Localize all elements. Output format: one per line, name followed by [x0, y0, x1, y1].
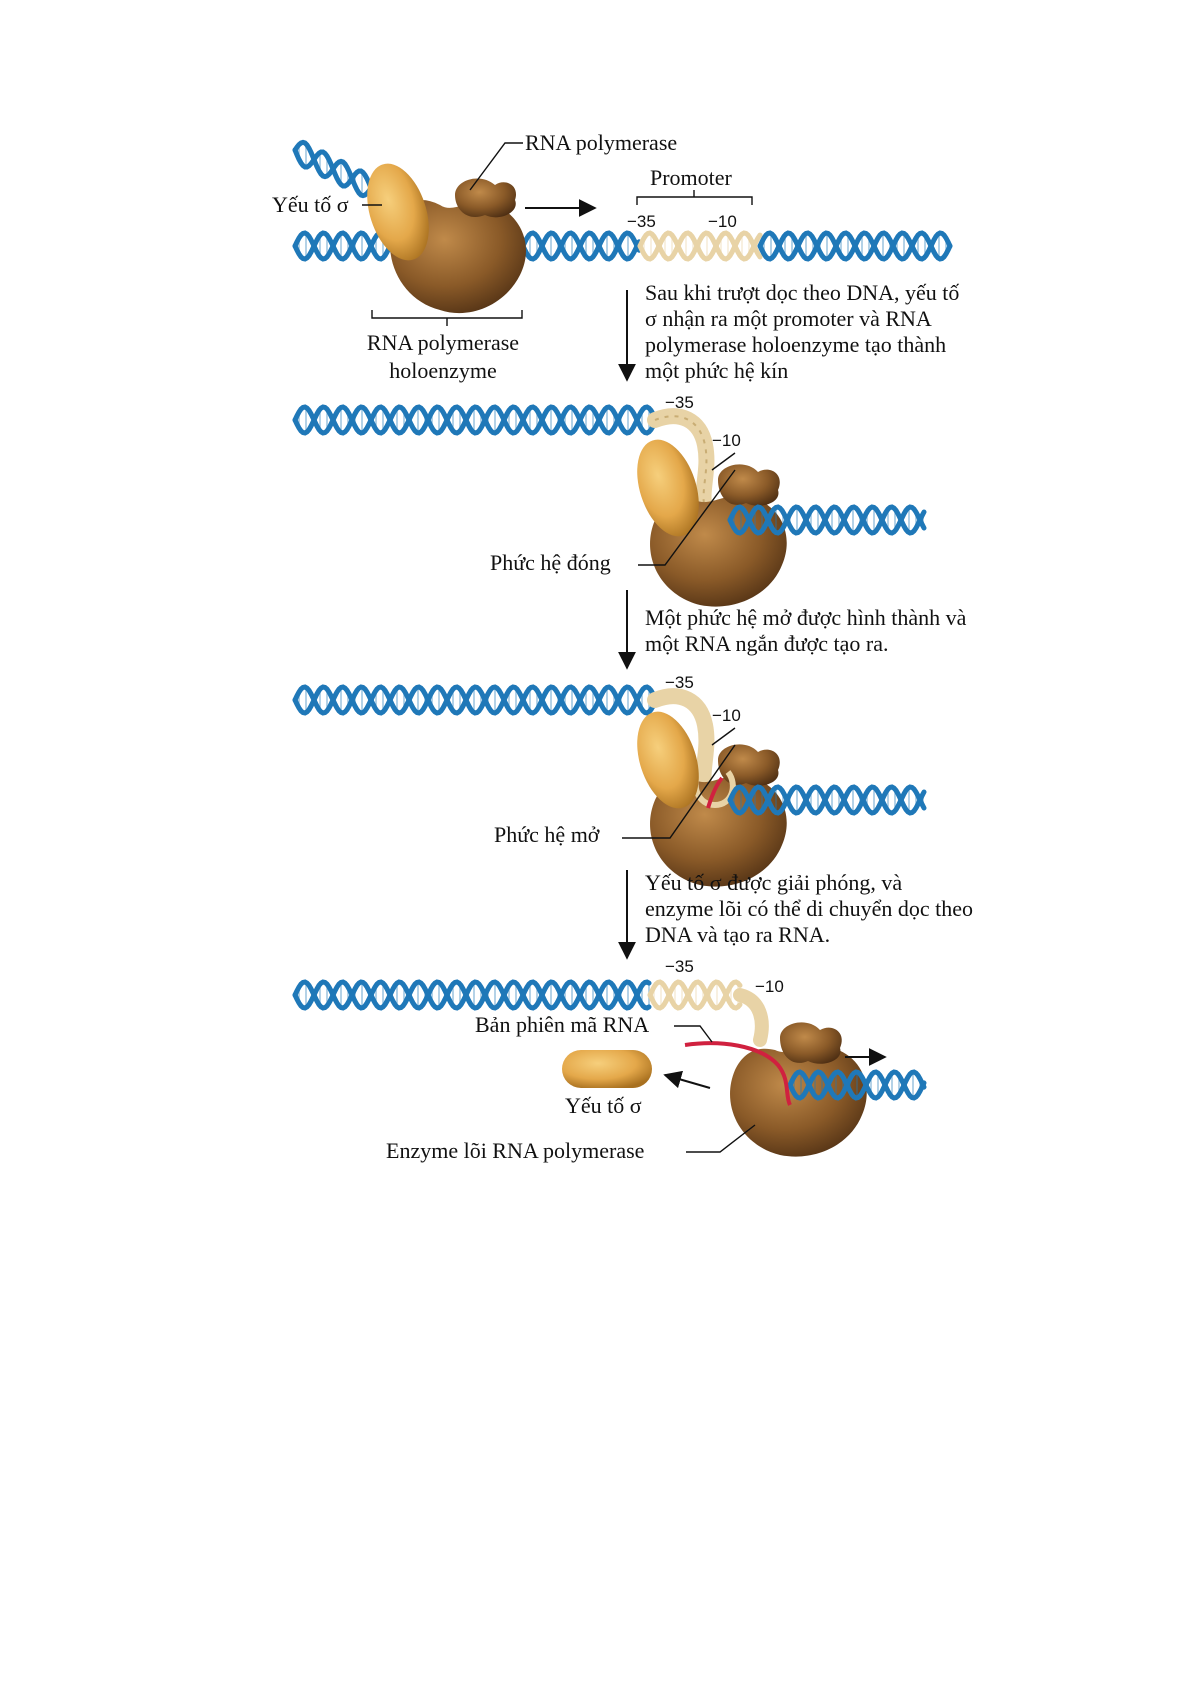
step3-line: Yếu tố σ được giải phóng, và: [645, 870, 903, 895]
release-arrow: [665, 1075, 710, 1088]
holoenzyme-bracket: [372, 310, 522, 326]
step2-line: Một phức hệ mở được hình thành và: [645, 605, 967, 630]
rna-transcript-label: Bản phiên mã RNA: [475, 1012, 650, 1037]
promoter-bracket: [637, 190, 752, 205]
core-enzyme-upper-lobe: [718, 744, 780, 785]
dna-helix-upstream: [295, 407, 655, 433]
stage4: [295, 957, 924, 1163]
rna-polymerase-label: RNA polymerase: [525, 130, 678, 155]
dna-strand: [760, 233, 950, 259]
stage2: [295, 393, 924, 607]
minus10-label: −10: [708, 212, 737, 231]
core-enzyme-upper-lobe: [780, 1022, 842, 1063]
closed-complex-label: Phức hệ đóng: [490, 550, 611, 575]
step3-line: DNA và tạo ra RNA.: [645, 922, 831, 947]
promoter-bend: [740, 995, 762, 1040]
promoter-region: [650, 982, 740, 1008]
sigma-factor-label: Yếu tố σ: [272, 192, 349, 217]
step3-line: enzyme lõi có thể di chuyển dọc theo: [645, 896, 974, 921]
holoenzyme-label-line1: RNA polymerase: [366, 330, 520, 355]
step1-line: Sau khi trượt dọc theo DNA, yếu tố: [645, 280, 960, 305]
promoter-label: Promoter: [650, 165, 732, 190]
stage3: [295, 673, 924, 887]
holoenzyme-label-line2: holoenzyme: [389, 358, 497, 383]
minus10-leader: [712, 728, 735, 745]
minus35-label: −35: [665, 673, 694, 692]
open-complex-label: Phức hệ mở: [494, 822, 600, 847]
minus35-label: −35: [627, 212, 656, 231]
core-enzyme-upper-lobe: [455, 178, 516, 217]
sigma-factor-label: Yếu tố σ: [565, 1093, 642, 1118]
minus10-label: −10: [712, 706, 741, 725]
step2-caption: [645, 605, 967, 656]
promoter-region: [640, 233, 760, 259]
core-enzyme-upper-lobe: [718, 464, 780, 505]
dna-helix-downstream: [760, 233, 950, 259]
rna-transcript-leader: [674, 1026, 712, 1042]
minus35-label: −35: [665, 393, 694, 412]
dna-helix-upstream: [295, 687, 655, 713]
step1-line: một phức hệ kín: [645, 358, 789, 383]
step2-line: một RNA ngắn được tạo ra.: [645, 631, 889, 656]
minus35-label: −35: [665, 957, 694, 976]
core-enzyme-label: Enzyme lõi RNA polymerase: [386, 1138, 645, 1163]
step1-line: σ nhận ra một promoter và RNA: [645, 306, 932, 331]
minus10-label: −10: [755, 977, 784, 996]
released-sigma-factor: [562, 1050, 652, 1088]
minus10-label: −10: [712, 431, 741, 450]
dna-helix-upstream: [295, 982, 649, 1008]
step1-line: polymerase holoenzyme tạo thành: [645, 332, 947, 357]
step3-caption: [645, 870, 973, 947]
step1-caption: [645, 280, 959, 383]
